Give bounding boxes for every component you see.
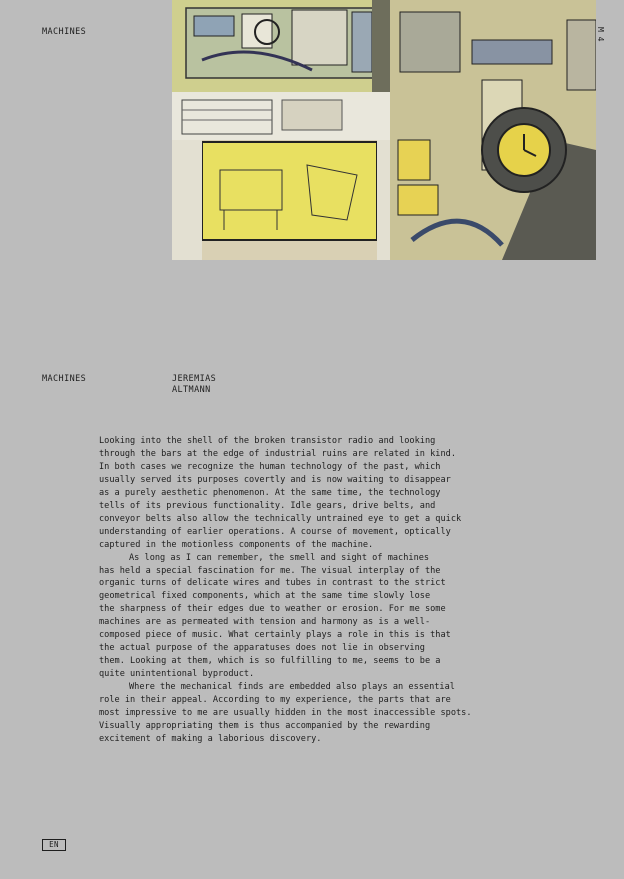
paragraph: Looking into the shell of the broken transistor radio and looking through the bars at the edge of industrial ruins are related in kind. In both cases we recognize the human technology of the past, which usually served its purposes covertly and is now waiting to disappear as a purely aesthetic phenomenon. At the same time, the technology tells of its previous functionality. Idle gears, drive belts, and conveyor belts also allow the technically untrained eye to get a quick understanding of earlier operations. A course of movement, optically captured in the motionless components of the machine. xyxy=(99,436,462,550)
page-code: M 4 xyxy=(596,27,605,42)
paragraph: Where the mechanical finds are embedded also plays an essential role in their appeal. According to my experience, the parts that are most impressive to me are usually hidden in the most inaccessible spots. Visually appropriating them is thus accompanied by the rewarding excitement of making a laborious discovery. xyxy=(99,682,472,744)
running-header: MACHINES xyxy=(42,27,87,37)
article-body xyxy=(99,435,499,746)
author-name: JEREMIAS ALTMANN xyxy=(172,374,217,395)
paragraph: As long as I can remember, the smell and sight of machines has held a special fascination for me. The visual interplay of the organic turns of delicate wires and tubes in contrast to the strict geometrical fixed components, which at the same time slowly lose the sharpness of their edges due to weather or erosion. For me some machines are as permeated with tension and harmony as is a well- composed piece of music. What certainly plays a role in this is that the actual purpose of the apparatuses does not lie in observing them. Looking at them, which is so fulfilling to me, seems to be a quite unintentional byproduct. xyxy=(99,552,451,680)
machine-collage-illustration xyxy=(172,0,596,260)
language-badge: EN xyxy=(42,839,66,851)
section-title: MACHINES xyxy=(42,374,87,384)
